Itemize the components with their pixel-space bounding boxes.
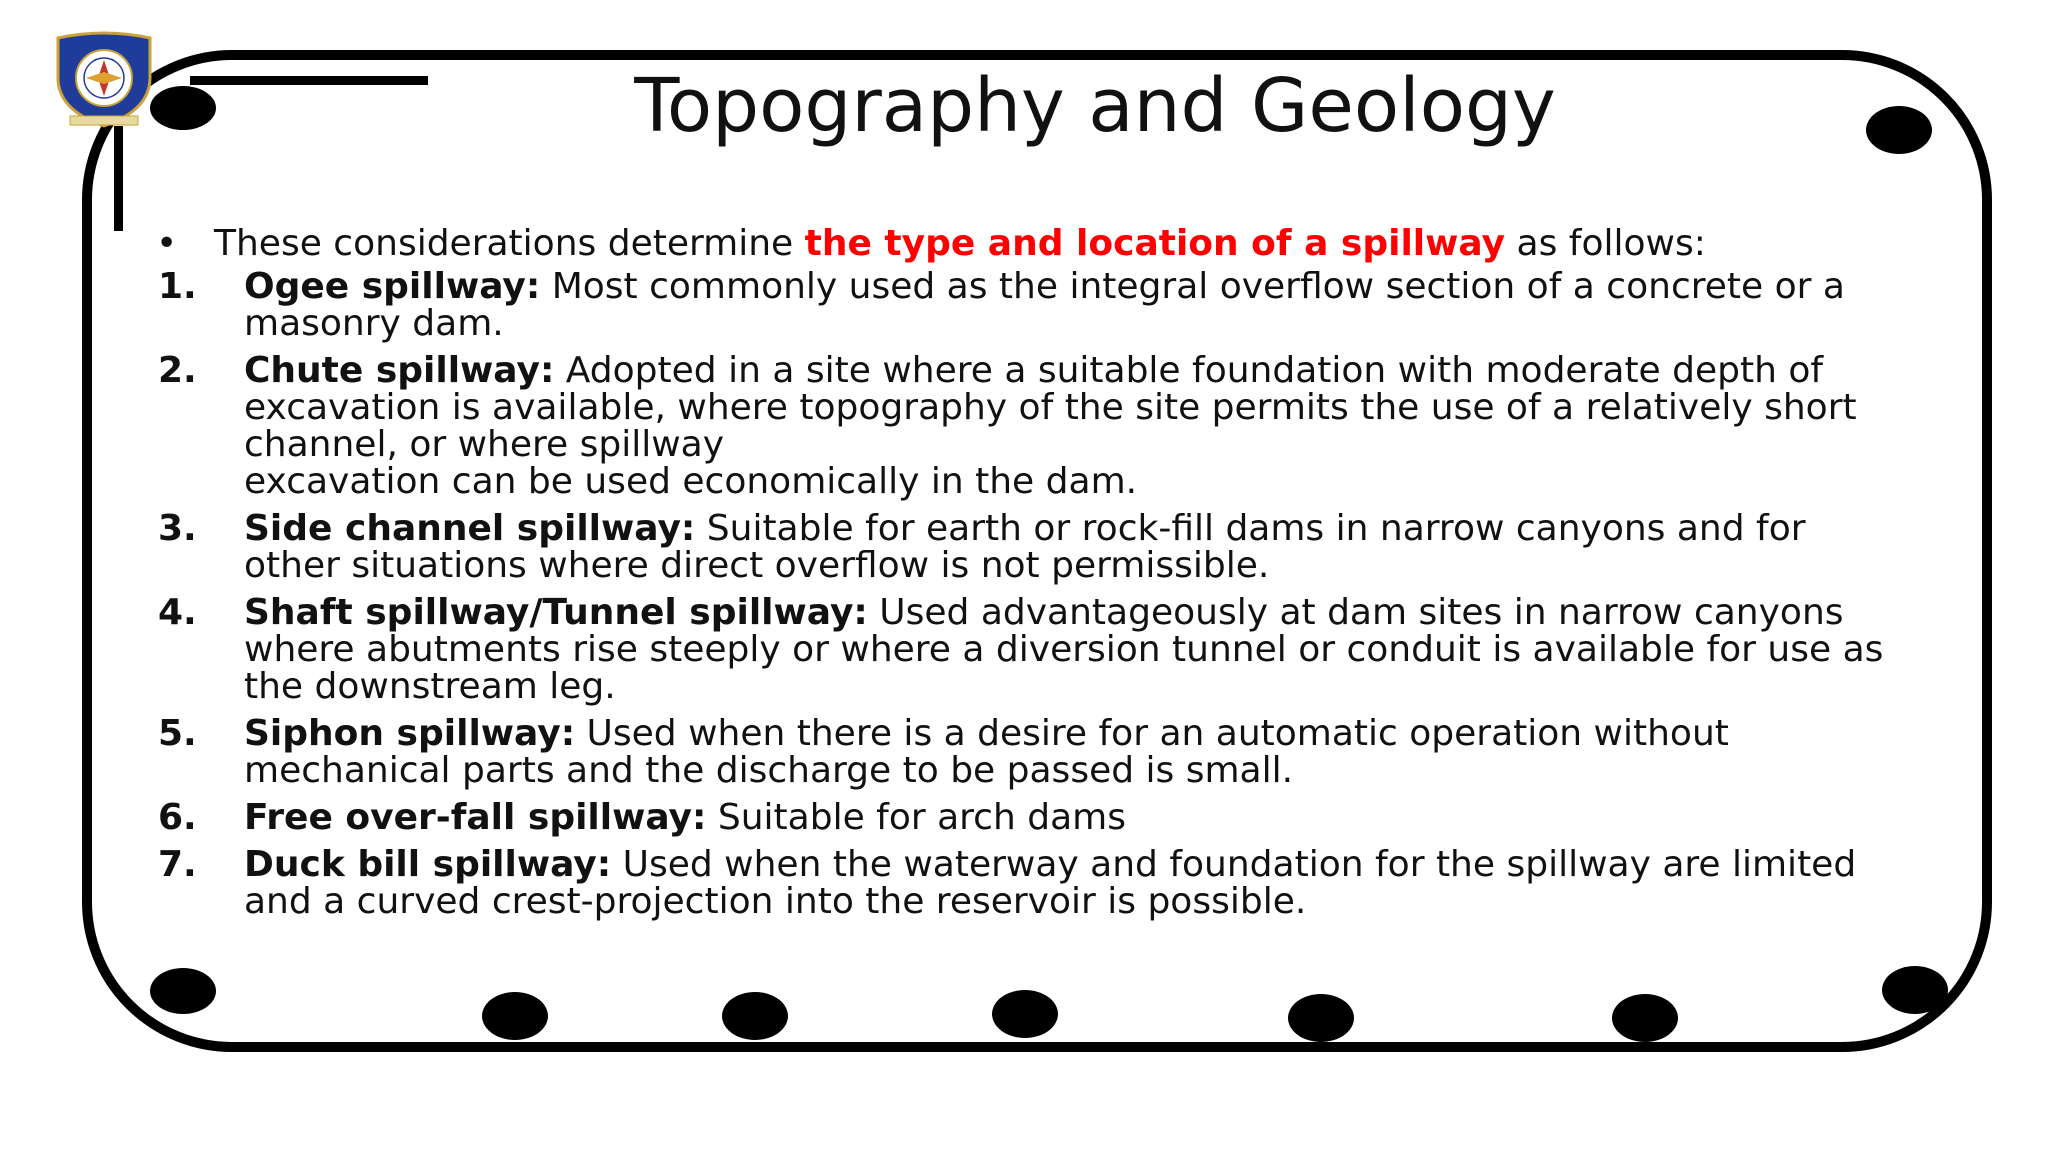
- decorative-horizontal-rule: [190, 76, 428, 85]
- item-name: Duck bill spillway:: [244, 844, 612, 885]
- item-text: [244, 510, 1900, 584]
- list-item: [150, 510, 1900, 584]
- intro-highlight: the type and location of a spillway: [804, 223, 1506, 264]
- list-item: [150, 352, 1900, 500]
- item-description: Adopted in a site where a suitable foundation with moderate depth of excavation is available, where topography of the site permits the use of a relatively short channel, or where spillway: [244, 350, 1857, 465]
- item-description: Most commonly used as the integral overflow section of a concrete or a masonry dam.: [244, 266, 1845, 344]
- intro-suffix: as follows:: [1505, 223, 1706, 264]
- list-item: [150, 715, 1900, 789]
- item-description: Used when the waterway and foundation for the spillway are limited and a curved crest-projection into the reservoir is possible.: [244, 844, 1857, 922]
- item-description: Suitable for earth or rock-fill dams in narrow canyons and for other situations where direct overflow is not permissible.: [244, 508, 1806, 586]
- list-item: [150, 594, 1900, 705]
- item-name: Shaft spillway/Tunnel spillway:: [244, 592, 868, 633]
- item-number: 7.: [158, 844, 197, 885]
- item-name: Side channel spillway:: [244, 508, 696, 549]
- institution-emblem-icon: [50, 30, 158, 130]
- item-name: Chute spillway:: [244, 350, 555, 391]
- item-text: [244, 352, 1900, 500]
- decorative-dot: [150, 86, 216, 130]
- decorative-dot: [1288, 994, 1354, 1042]
- item-text: [244, 594, 1900, 705]
- item-text: [244, 268, 1900, 342]
- bullet-marker: •: [156, 223, 178, 264]
- item-number: 2.: [158, 350, 197, 391]
- item-description: Used when there is a desire for an automatic operation without mechanical parts and the discharge to be passed is small.: [244, 713, 1729, 791]
- decorative-dot: [1866, 106, 1932, 154]
- item-name: Siphon spillway:: [244, 713, 576, 754]
- intro-text: [214, 225, 1900, 262]
- list-item: [150, 846, 1900, 920]
- intro-bullet: [150, 225, 1900, 262]
- item-description-continued: excavation can be used economically in the dam.: [244, 461, 1138, 502]
- item-number: 1.: [158, 266, 197, 307]
- decorative-dot: [992, 990, 1058, 1038]
- item-name: Ogee spillway:: [244, 266, 541, 307]
- list-item: [150, 799, 1900, 836]
- decorative-dot: [482, 992, 548, 1040]
- item-name: Free over-fall spillway:: [244, 797, 707, 838]
- item-text: [244, 715, 1900, 789]
- item-number: 6.: [158, 797, 197, 838]
- item-text: [244, 799, 1900, 836]
- item-number: 3.: [158, 508, 197, 549]
- decorative-dot: [722, 992, 788, 1040]
- item-description: Used advantageously at dam sites in narrow canyons where abutments rise steeply or where a diversion tunnel or conduit is available for use as the downstream leg.: [244, 592, 1884, 707]
- decorative-dot: [1882, 966, 1948, 1014]
- decorative-dot: [150, 968, 216, 1014]
- decorative-vertical-rule: [114, 126, 123, 231]
- list-item: [150, 268, 1900, 342]
- slide-content: [150, 225, 1900, 930]
- item-number: 5.: [158, 713, 197, 754]
- item-text: [244, 846, 1900, 920]
- item-description: Suitable for arch dams: [706, 797, 1126, 838]
- item-number: 4.: [158, 592, 197, 633]
- intro-prefix: These considerations determine: [214, 223, 805, 264]
- slide-title: Topography and Geology: [634, 63, 1556, 149]
- decorative-dot: [1612, 994, 1678, 1042]
